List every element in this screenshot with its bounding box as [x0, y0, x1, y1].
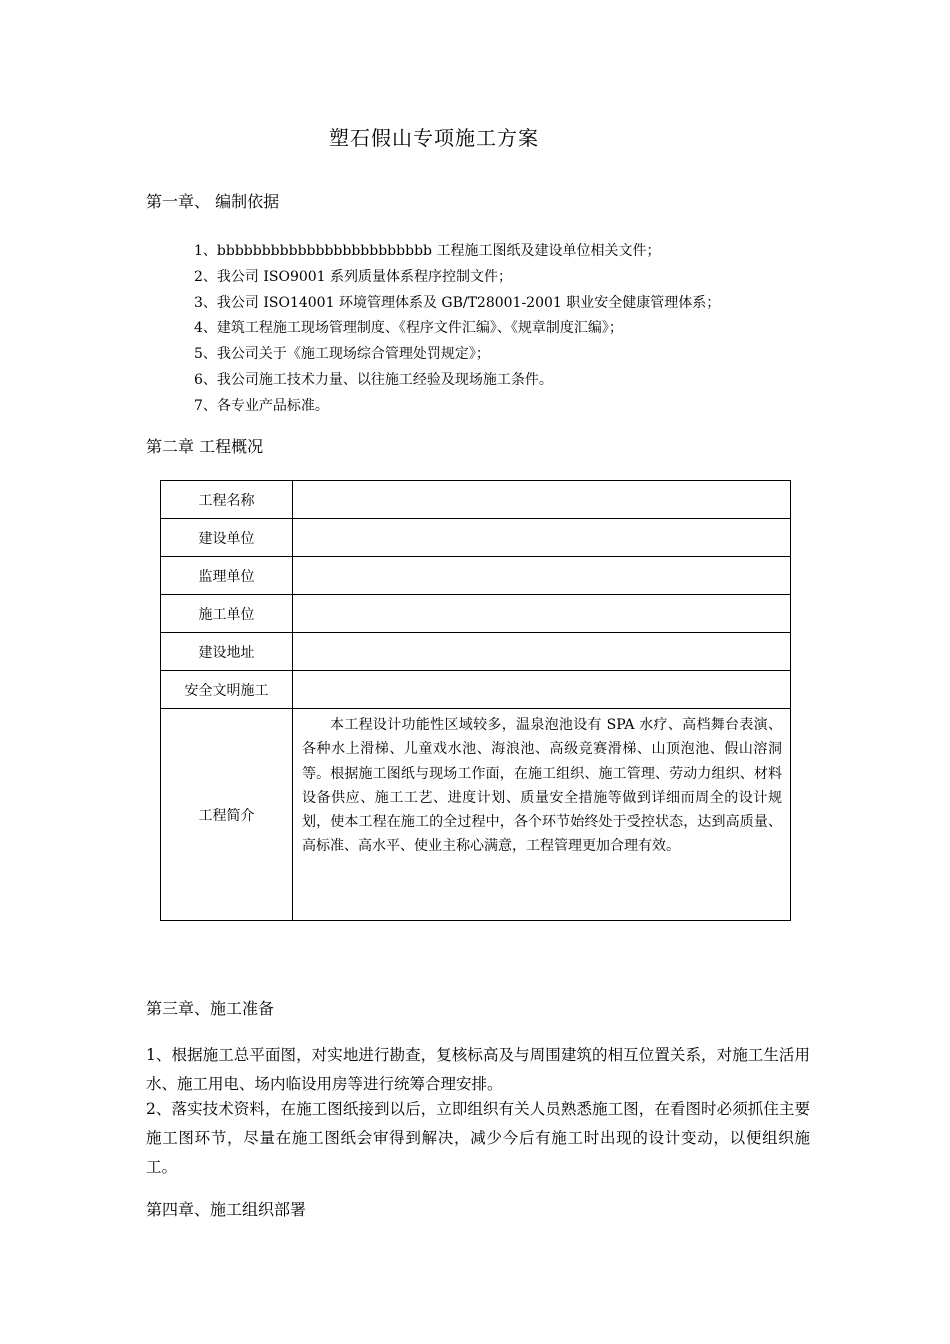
table-row: [161, 671, 791, 709]
chapter-1-heading: 第一章、 编制依据: [146, 192, 280, 211]
table-row: [161, 595, 791, 633]
chapter-2-heading: 第二章 工程概况: [146, 437, 264, 456]
list-item: 7、各专业产品标准。: [194, 397, 329, 414]
row-label: 建设地址: [161, 633, 293, 671]
row-value: [293, 671, 791, 709]
row-label: 监理单位: [161, 557, 293, 595]
table-row: [161, 557, 791, 595]
chapter-4-heading: 第四章、施工组织部署: [146, 1200, 307, 1219]
row-value: [293, 481, 791, 519]
project-overview-table: [160, 480, 791, 921]
document-title: 塑石假山专项施工方案: [329, 126, 539, 150]
list-item: 5、我公司关于《施工现场综合管理处罚规定》；: [194, 346, 490, 363]
row-label: 工程名称: [161, 481, 293, 519]
preparation-section: [146, 1041, 810, 1182]
table-row: [161, 481, 791, 519]
table-row-intro: [161, 709, 791, 921]
row-value: [293, 519, 791, 557]
list-item: 2、我公司 ISO9001 系列质量体系程序控制文件；: [194, 268, 513, 285]
intro-cell: [293, 709, 791, 921]
intro-label: 工程简介: [161, 709, 293, 921]
row-label: 建设单位: [161, 519, 293, 557]
list-item: 3、我公司 ISO14001 环境管理体系及 GB/T28001-2001 职业安全健康管理体系；: [194, 294, 721, 311]
preparation-item: 1、根据施工总平面图，对实地进行勘查，复核标高及与周围建筑的相互位置关系，对施工生活用水、施工用电、场内临设用房等进行统筹合理安排。: [146, 1046, 810, 1093]
row-label: 安全文明施工: [161, 671, 293, 709]
row-value: [293, 633, 791, 671]
basis-list: [194, 239, 720, 420]
table-row: [161, 633, 791, 671]
preparation-item: 2、落实技术资料，在施工图纸接到以后，立即组织有关人员熟悉施工图，在看图时必须抓住主要施工图环节，尽量在施工图纸会审得到解决，减少今后有施工时出现的设计变动，以便组织施工。: [146, 1100, 810, 1176]
table-row: [161, 519, 791, 557]
list-item: 6、我公司施工技术力量、以往施工经验及现场施工条件。: [194, 371, 553, 388]
row-value: [293, 595, 791, 633]
row-value: [293, 557, 791, 595]
intro-text: 本工程设计功能性区域较多，温泉泡池设有 SPA 水疗、高档舞台表演、各种水上滑梯、儿童戏水池、海浪池、高级竞赛滑梯、山顶泡池、假山溶洞等。根据施工图纸与现场工作面，在施工组织、施工管理、劳动力组织、材料设备供应、施工工艺、进度计划、质量安全措施等做到详细而周全的设计规划，使本工程在施工的全过程中，各个环节始终处于受控状态，达到高质量、高标准、高水平、使业主称心满意，工程管理更加合理有效。: [302, 717, 782, 855]
row-label: 施工单位: [161, 595, 293, 633]
list-item: 4、建筑工程施工现场管理制度、《程序文件汇编》、《规章制度汇编》；: [194, 320, 623, 337]
list-item: 1、bbbbbbbbbbbbbbbbbbbbbbbb 工程施工图纸及建设单位相关文件；: [194, 243, 661, 259]
chapter-3-heading: 第三章、施工准备: [146, 999, 275, 1018]
